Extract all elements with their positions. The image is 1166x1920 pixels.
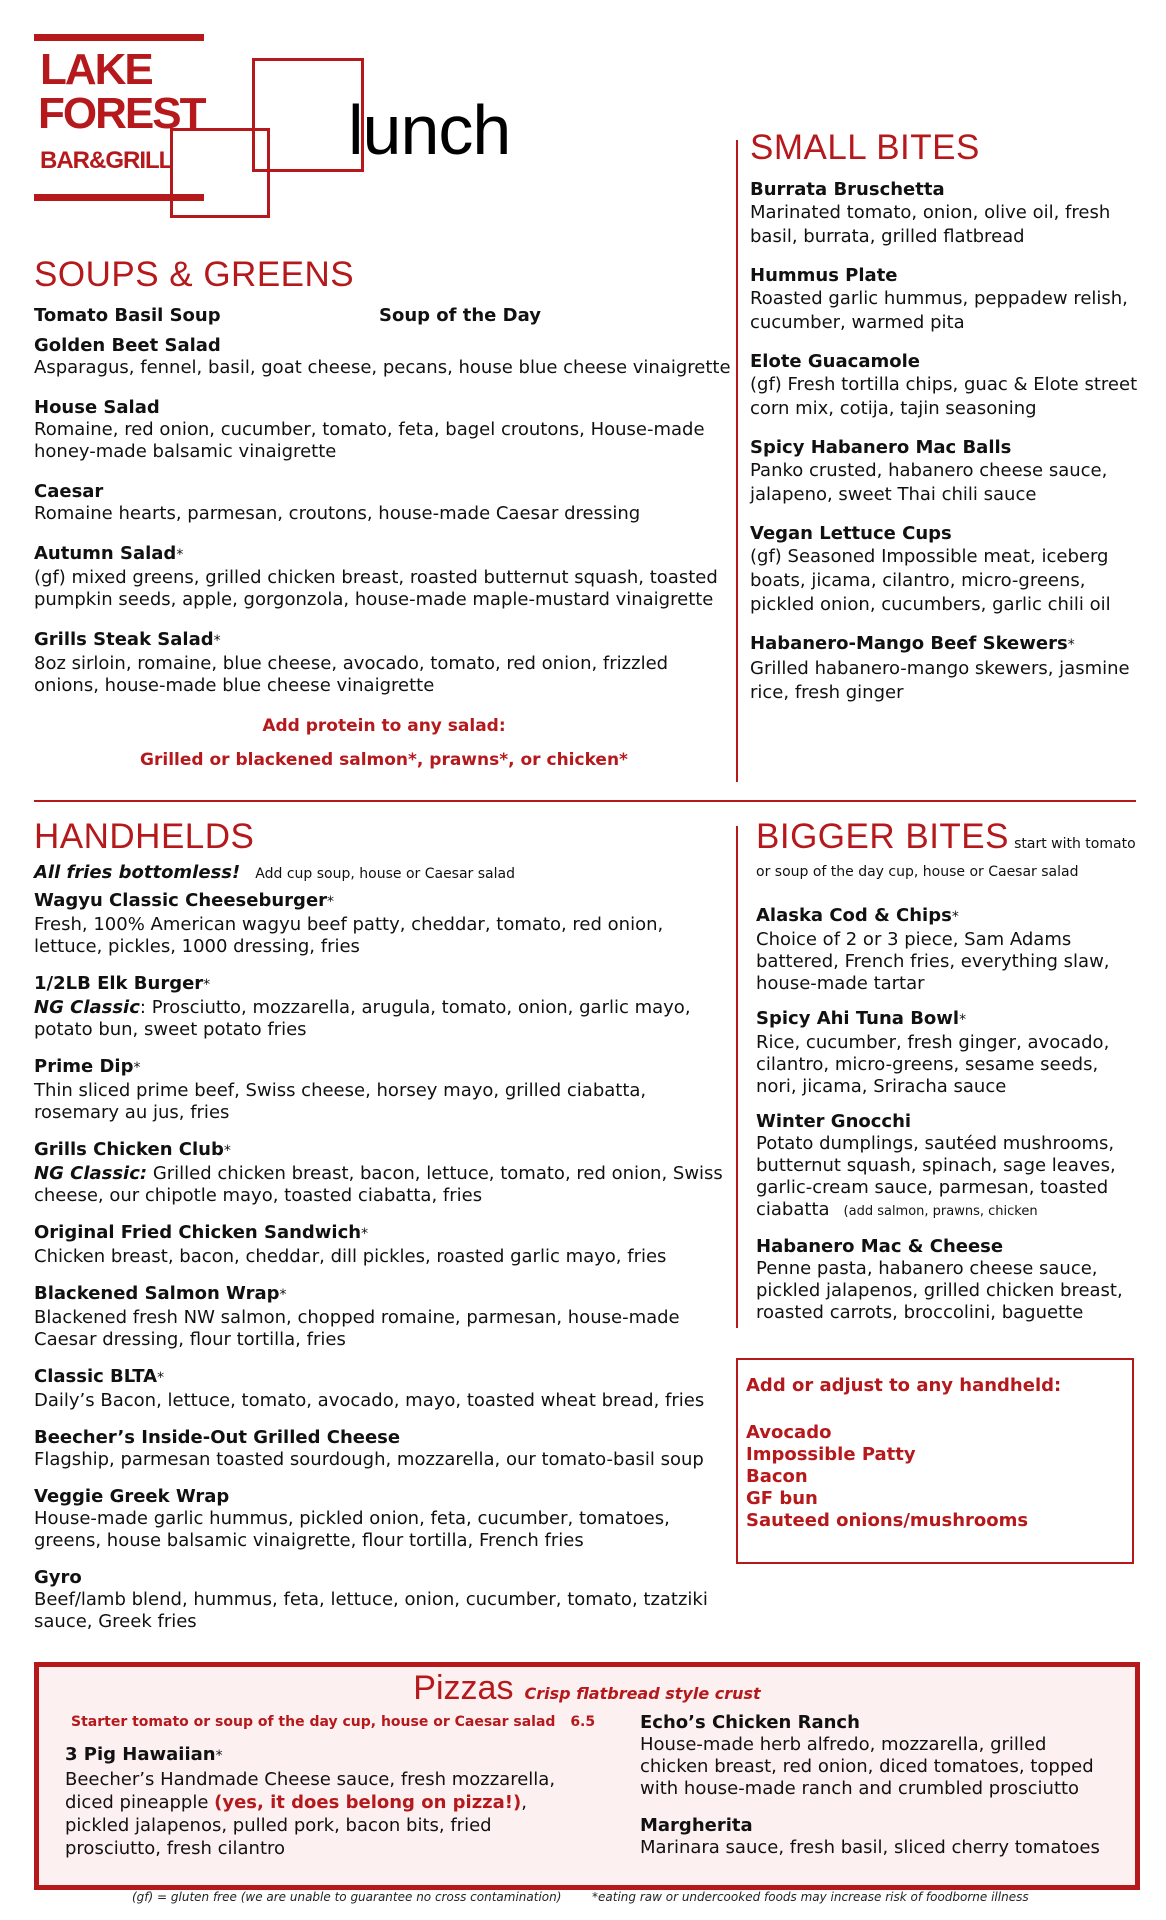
handhelds-item-desc: Chicken breast, bacon, cheddar, dill pickles, roasted garlic mayo, fries xyxy=(34,1246,667,1267)
adjust-option: Avocado xyxy=(746,1422,832,1443)
pizza-subtitle: Crisp flatbread style crust xyxy=(524,1684,761,1703)
handhelds-item-name: Beecher’s Inside-Out Grilled Cheese xyxy=(34,1427,401,1448)
handhelds-title: HANDHELDS xyxy=(34,817,255,856)
handhelds-item xyxy=(34,889,734,958)
handhelds-item-name: Blackened Salmon Wrap* xyxy=(34,1283,287,1304)
handhelds-item-name: Grills Chicken Club* xyxy=(34,1139,231,1160)
adjust-option: Sauteed onions/mushrooms xyxy=(746,1510,1029,1531)
soups-item xyxy=(34,334,734,379)
small-bites-item xyxy=(750,632,1140,705)
handhelds-item xyxy=(34,1485,734,1552)
handhelds-item xyxy=(34,1221,734,1268)
pizza-starter-price: 6.5 xyxy=(570,1714,596,1730)
pizza-starter xyxy=(71,1711,595,1733)
soup-of-the-day: Soup of the Day xyxy=(379,305,541,326)
bigger-bites-section xyxy=(756,814,1136,1336)
handhelds-section xyxy=(34,814,734,1647)
soups-title: SOUPS & GREENS xyxy=(34,255,355,294)
handhelds-item-name: Veggie Greek Wrap xyxy=(34,1486,230,1507)
bigger-bites-item-desc: Rice, cucumber, fresh ginger, avocado, cilantro, micro-greens, sesame seeds, nori, jicama, Sriracha sauce xyxy=(756,1032,1110,1097)
small-bites-item-name: Spicy Habanero Mac Balls xyxy=(750,437,1012,458)
small-bites-item xyxy=(750,350,1140,421)
handhelds-item xyxy=(34,1138,734,1207)
protein-title: Add protein to any salad: xyxy=(262,716,506,736)
pizza-box xyxy=(34,1662,1140,1890)
soups-item-name: Grills Steak Salad* xyxy=(34,629,221,650)
soup-tomato-basil: Tomato Basil Soup xyxy=(34,305,221,326)
handhelds-item-desc: Thin sliced prime beef, Swiss cheese, horsey mayo, grilled ciabatta, rosemary au jus, fries xyxy=(34,1080,647,1123)
soup-row xyxy=(34,304,734,334)
bigger-bites-item-name: Alaska Cod & Chips* xyxy=(756,905,959,926)
soups-list xyxy=(34,334,734,697)
bigger-bites-item xyxy=(756,904,1136,995)
handhelds-note-bold: All fries bottomless! xyxy=(34,862,241,883)
handhelds-item-desc: NG Classic: Grilled chicken breast, bacon, lettuce, tomato, red onion, Swiss cheese, our chipotle mayo, toasted ciabatta, fries xyxy=(34,1163,723,1206)
handhelds-item-desc: Daily’s Bacon, lettuce, tomato, avocado, mayo, toasted wheat bread, fries xyxy=(34,1390,705,1411)
adjust-option: Bacon xyxy=(746,1466,808,1487)
handhelds-item-desc: Blackened fresh NW salmon, chopped romaine, parmesan, house-made Caesar dressing, flour tortilla, fries xyxy=(34,1307,680,1350)
handhelds-item xyxy=(34,972,734,1041)
handhelds-item xyxy=(34,1426,734,1471)
bigger-bites-item xyxy=(756,1007,1136,1098)
small-bites-item-desc: Panko crusted, habanero cheese sauce, jalapeno, sweet Thai chili sauce xyxy=(750,460,1108,505)
bigger-bites-item-name: Habanero Mac & Cheese xyxy=(756,1236,1004,1257)
handhelds-item-name: Prime Dip* xyxy=(34,1056,141,1077)
bigger-bites-item-desc: Choice of 2 or 3 piece, Sam Adams battered, French fries, everything slaw, house-made tartar xyxy=(756,929,1110,994)
soups-item-desc: Romaine hearts, parmesan, croutons, house-made Caesar dressing xyxy=(34,503,641,524)
soups-item-desc: Asparagus, fennel, basil, goat cheese, pecans, house blue cheese vinaigrette xyxy=(34,357,731,378)
small-bites-item xyxy=(750,178,1140,249)
handhelds-item-desc: Flagship, parmesan toasted sourdough, mozzarella, our tomato-basil soup xyxy=(34,1449,704,1470)
small-bites-item-name: Elote Guacamole xyxy=(750,351,920,372)
bigger-bites-item xyxy=(756,1110,1136,1223)
bigger-bites-note: start with tomato or soup of the day cup, house or Caesar salad xyxy=(756,836,1136,880)
logo-bar-top xyxy=(34,34,204,41)
pizza-right-item-desc: Marinara sauce, fresh basil, sliced cherry tomatoes xyxy=(640,1837,1100,1858)
small-bites-item-desc: (gf) Seasoned Impossible meat, iceberg boats, jicama, cilantro, micro-greens, pickled onion, cucumbers, garlic chili oil xyxy=(750,546,1111,615)
logo-line-3: BAR&GRILL xyxy=(40,147,173,174)
soups-item-desc: (gf) mixed greens, grilled chicken breast, roasted butternut squash, toasted pumpkin seeds, apple, gorgonzola, house-made maple-mustard vinaigrette xyxy=(34,567,718,610)
handhelds-item-name: Wagyu Classic Cheeseburger* xyxy=(34,890,335,911)
bigger-bites-item-name: Spicy Ahi Tuna Bowl* xyxy=(756,1008,967,1029)
small-bites-item-desc: (gf) Fresh tortilla chips, guac & Elote street corn mix, cotija, tajin seasoning xyxy=(750,374,1138,419)
small-bites-item-desc: Marinated tomato, onion, olive oil, fresh basil, burrata, grilled flatbread xyxy=(750,202,1111,247)
page-title: lunch xyxy=(348,91,511,169)
pizza-right-list xyxy=(640,1711,1120,1873)
small-bites-item xyxy=(750,264,1140,335)
adjust-title: Add or adjust to any handheld: xyxy=(746,1375,1062,1396)
logo xyxy=(34,34,364,224)
handhelds-item-desc: Fresh, 100% American wagyu beef patty, cheddar, tomato, red onion, lettuce, pickles, 1000 dressing, fries xyxy=(34,914,664,957)
handhelds-item-desc: Beef/lamb blend, hummus, feta, lettuce, onion, cucumber, tomato, tzatziki sauce, Greek fries xyxy=(34,1589,708,1632)
soups-item-name: Autumn Salad* xyxy=(34,543,184,564)
soups-item-desc: Romaine, red onion, cucumber, tomato, feta, bagel croutons, House-made honey-made balsamic vinaigrette xyxy=(34,419,705,462)
pizza-left-item xyxy=(65,1743,585,1860)
pizza-title: Pizzas xyxy=(413,1669,514,1707)
small-bites-title: SMALL BITES xyxy=(750,128,980,167)
handhelds-list xyxy=(34,889,734,1633)
handhelds-item xyxy=(34,1566,734,1633)
adjust-box xyxy=(736,1358,1134,1564)
soups-item xyxy=(34,628,734,697)
handhelds-item-name: Gyro xyxy=(34,1567,82,1588)
handhelds-item-name: 1/2LB Elk Burger* xyxy=(34,973,211,994)
small-bites-list xyxy=(750,178,1140,705)
handhelds-item xyxy=(34,1365,734,1412)
small-bites-item-name: Vegan Lettuce Cups xyxy=(750,523,952,544)
pizza-header xyxy=(39,1667,1135,1715)
bigger-bites-item-desc: Penne pasta, habanero cheese sauce, pickled jalapenos, grilled chicken breast, roasted carrots, broccolini, baguette xyxy=(756,1258,1123,1323)
small-bites-item xyxy=(750,522,1140,617)
pizza-right-item-name: Margherita xyxy=(640,1815,753,1836)
bigger-bites-item xyxy=(756,1235,1136,1324)
soups-item xyxy=(34,542,734,611)
soups-item-name: Golden Beet Salad xyxy=(34,335,221,356)
pizza-item-desc: Beecher’s Handmade Cheese sauce, fresh mozzarella, diced pineapple (yes, it does belong on pizza!), pickled jalapenos, pulled pork, bacon bits, fried prosciutto, fresh cilantro xyxy=(65,1769,556,1859)
handhelds-item-desc: House-made garlic hummus, pickled onion, feta, cucumber, tomatoes, greens, house balsamic vinaigrette, flour tortilla, French fries xyxy=(34,1508,670,1551)
soups-item-name: House Salad xyxy=(34,397,160,418)
handhelds-item-name: Original Fried Chicken Sandwich* xyxy=(34,1222,369,1243)
handhelds-note-text: Add cup soup, house or Caesar salad xyxy=(255,866,515,882)
bigger-bites-header xyxy=(756,814,1136,884)
small-bites-item-name: Hummus Plate xyxy=(750,265,898,286)
adjust-option: GF bun xyxy=(746,1488,818,1509)
pizza-starter-text: Starter tomato or soup of the day cup, house or Caesar salad xyxy=(71,1714,556,1730)
protein-options: Grilled or blackened salmon*, prawns*, or chicken* xyxy=(140,750,628,770)
handhelds-item-name: Classic BLTA* xyxy=(34,1366,165,1387)
handhelds-item xyxy=(34,1282,734,1351)
bigger-bites-list xyxy=(756,904,1136,1324)
bigger-bites-item-desc: Potato dumplings, sautéed mushrooms, butternut squash, spinach, sage leaves, garlic-cream sauce, parmesan, toasted ciabatta (add salmon, prawns, chicken xyxy=(756,1133,1116,1220)
handhelds-item-desc: NG Classic: Prosciutto, mozzarella, arugula, tomato, onion, garlic mayo, potato bun, sweet potato fries xyxy=(34,997,691,1040)
handhelds-item xyxy=(34,1055,734,1124)
soups-item-name: Caesar xyxy=(34,481,104,502)
adjust-option: Impossible Patty xyxy=(746,1444,916,1465)
pizza-right-item-desc: House-made herb alfredo, mozzarella, grilled chicken breast, red onion, diced tomatoes, topped with house-made ranch and crumbled prosciutto xyxy=(640,1734,1094,1799)
soups-item-desc: 8oz sirloin, romaine, blue cheese, avocado, tomato, red onion, frizzled onions, house-made blue cheese vinaigrette xyxy=(34,653,669,696)
small-bites-divider xyxy=(736,140,738,782)
soups-item xyxy=(34,480,734,525)
section-divider xyxy=(34,800,1136,802)
small-bites-item xyxy=(750,436,1140,507)
pizza-right-item xyxy=(640,1711,1120,1800)
small-bites-item-name: Habanero-Mango Beef Skewers* xyxy=(750,633,1075,654)
bigger-bites-divider xyxy=(736,826,738,1328)
bigger-bites-title: BIGGER BITES xyxy=(756,817,1009,856)
pizza-right-item xyxy=(640,1814,1120,1859)
logo-line-2: FOREST xyxy=(38,89,205,138)
small-bites-item-desc: Grilled habanero-mango skewers, jasmine rice, fresh ginger xyxy=(750,658,1130,703)
small-bites-item-desc: Roasted garlic hummus, peppadew relish, cucumber, warmed pita xyxy=(750,288,1128,333)
soups-item xyxy=(34,396,734,463)
small-bites-section xyxy=(750,126,1140,720)
handhelds-note xyxy=(34,860,734,887)
soups-section xyxy=(34,252,734,772)
pizza-item-name: 3 Pig Hawaiian* xyxy=(65,1744,223,1765)
bigger-bites-item-name: Winter Gnocchi xyxy=(756,1111,912,1132)
small-bites-item-name: Burrata Bruschetta xyxy=(750,179,945,200)
pizza-right-item-name: Echo’s Chicken Ranch xyxy=(640,1712,860,1733)
footer-gf: (gf) = gluten free (we are unable to guarantee no cross contamination) xyxy=(132,1890,562,1904)
footer-raw: *eating raw or undercooked foods may increase risk of foodborne illness xyxy=(592,1890,1029,1904)
logo-line-1: LAKE xyxy=(40,45,152,94)
adjust-list xyxy=(746,1422,1124,1532)
